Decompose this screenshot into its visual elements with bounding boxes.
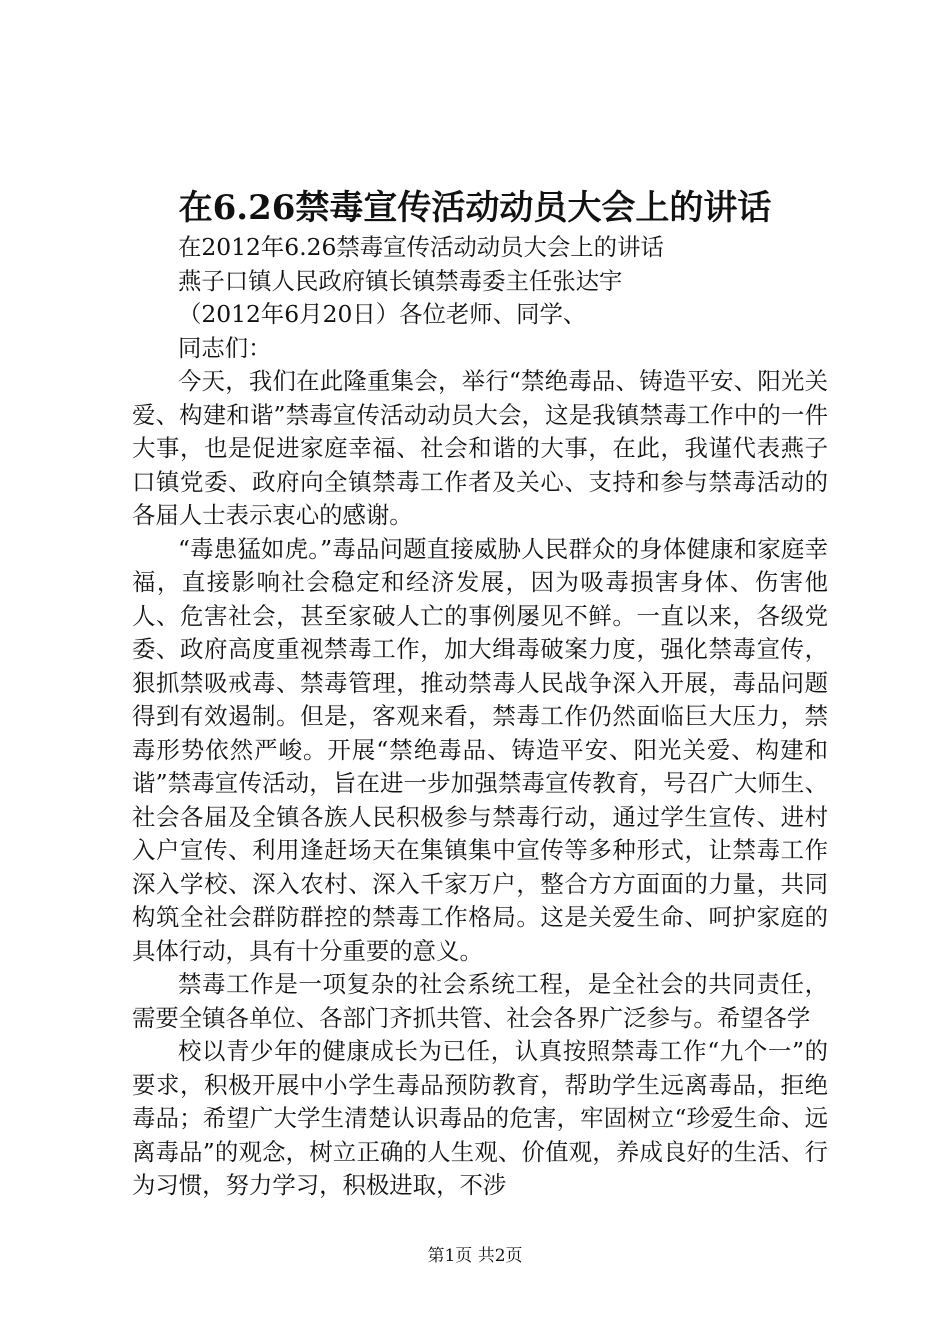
paragraph-heading: 在2012年6.26禁毒宣传活动动员大会上的讲话: [178, 233, 664, 261]
paragraph-social-responsibility: 禁毒工作是一项复杂的社会系统工程，是全社会的共同责任，需要全镇各单位、各部门齐抓共管、社会各界广泛参与。希望各学: [132, 970, 828, 1032]
paragraph-salutation: 同志们：: [178, 333, 272, 362]
document-title: 在6.26禁毒宣传活动动员大会上的讲话: [178, 188, 772, 228]
paragraph-speaker: 燕子口镇人民政府镇长镇禁毒委主任张达宇: [178, 266, 623, 295]
paragraph-drug-problem: “毒患猛如虎。”毒品问题直接威胁人民群众的身体健康和家庭幸福，直接影响社会稳定和经济发展，因为吸毒损害身体、伤害他人、危害社会，甚至家破人亡的事例屡见不鲜。一直以来，各级党委、政府高度重视禁毒工作，加大缉毒破案力度，强化禁毒宣传，狠抓禁吸戒毒、禁毒管理，推动禁毒人民战争深入开展，毒品问题得到有效遏制。但是，客观来看，禁毒工作仍然面临巨大压力，禁毒形势依然严峻。开展“禁绝毒品、铸造平安、阳光关爱、构建和谐”禁毒宣传活动，旨在进一步加强禁毒宣传教育，号召广大师生、社会各届及全镇各族人民积极参与禁毒行动，通过学生宣传、进村入户宣传、利用逢赶场天在集镇集中宣传等多种形式，让禁毒工作深入学校、深入农村、深入千家万户，整合方方面面的力量，共同构筑全社会群防群控的禁毒工作格局。这是关爱生命、呵护家庭的具体行动，具有十分重要的意义。: [132, 534, 828, 965]
paragraph-schools: 校以青少年的健康成长为已任，认真按照禁毒工作“九个一”的要求，积极开展中小学生毒品预防教育，帮助学生远离毒品，拒绝毒品；希望广大学生清楚认识毒品的危害，牢固树立“珍爱生命、远离毒品”的观念，树立正确的人生观、价值观，养成良好的生活、行为习惯，努力学习，积极进取，不涉: [132, 1037, 828, 1199]
document-body: [132, 231, 828, 1203]
paragraph-date-greeting: （2012年6月20日）各位老师、同学、: [178, 300, 587, 328]
paragraph-opening: 今天，我们在此隆重集会，举行“禁绝毒品、铸造平安、阳光关爱、构建和谐”禁毒宣传活动动员大会，这是我镇禁毒工作中的一件大事，也是促进家庭幸福、社会和谐的大事，在此，我谨代表燕子口镇党委、政府向全镇禁毒工作者及关心、支持和参与禁毒活动的各届人士表示衷心的感谢。: [132, 367, 828, 529]
page-footer: 第1页 共2页: [427, 1246, 523, 1266]
